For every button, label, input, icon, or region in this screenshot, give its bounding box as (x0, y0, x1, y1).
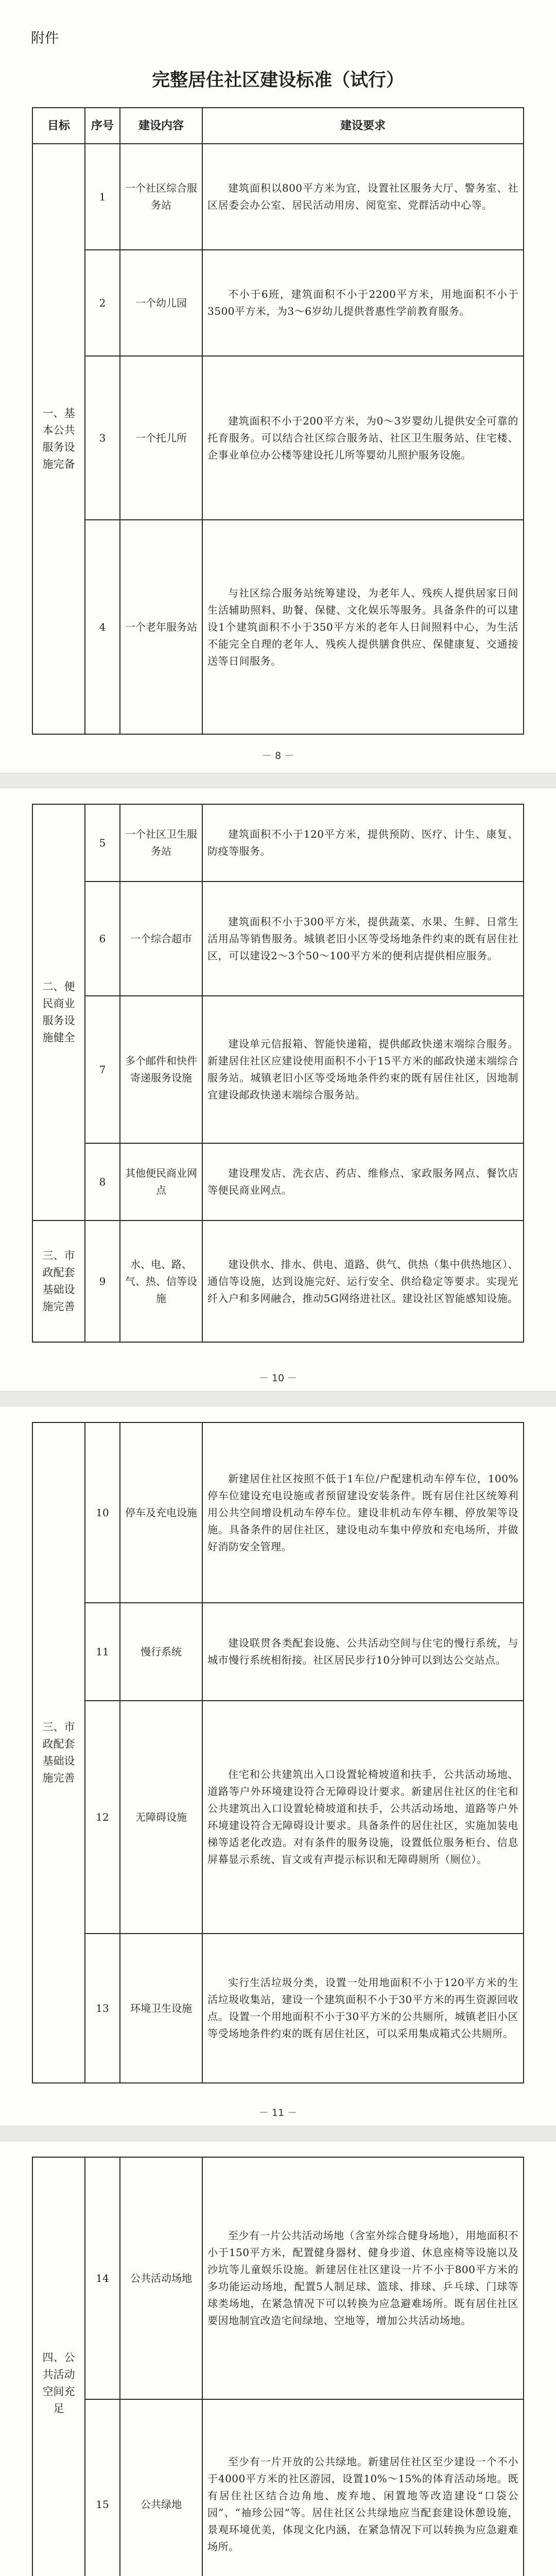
row-requirement: 与社区综合服务站统筹建设，为老年人、残疾人提供居家日间生活辅助照料、助餐、保健、文化娱乐等服务。具备条件的可以建设1个建筑面积不小于350平方米的老年人日间照料中心，为生活不能完全自理的老年人、残疾人提供膳食供应、保健康复、交通接送等日间服务。 (202, 520, 524, 734)
row-requirement: 实行生活垃圾分类，设置一处用地面积不小于120平方米的生活垃圾收集站，建设一个建筑面积不小于30平方米的再生资源回收点。设置一个用地面积不小于30平方米的公共厕所，城镇老旧小区等受场地条件约束的既有居住社区，可以采用集成箱式公共厕所。 (202, 1934, 524, 2083)
row-content: 一个社区综合服务站 (120, 144, 202, 250)
row-content: 环境卫生设施 (120, 1934, 202, 2083)
row-number: 1 (85, 144, 120, 250)
goal-cell: 三、市政配套基础设施完善 (32, 1221, 85, 1342)
row-number: 7 (85, 996, 120, 1143)
row-number: 4 (85, 520, 120, 734)
page-separator (0, 773, 556, 788)
page-number: － 8 － (262, 750, 294, 761)
table-row (32, 1603, 524, 1701)
table-row (32, 1221, 524, 1342)
row-requirement: 建设单元信报箱、智能快递箱，提供邮政快递末端综合服务。新建居住社区应建设使用面积不小于15平方米的邮政快递末端综合服务站。城镇老旧小区等受场地条件约束的既有居住社区，因地制宜建设邮政快递末端综合服务站。 (202, 996, 524, 1143)
row-content: 一个综合超市 (120, 882, 202, 996)
document-title: 完整居住社区建设标准（试行） (151, 70, 404, 91)
row-content: 停车及充电设施 (120, 1422, 202, 1603)
table-row (32, 2157, 524, 2399)
page-separator (0, 1391, 556, 1406)
row-number: 8 (85, 1143, 120, 1221)
row-number: 15 (85, 2399, 120, 2576)
table-row (32, 996, 524, 1143)
row-number: 3 (85, 356, 120, 520)
table-row (32, 804, 524, 882)
row-content: 慢行系统 (120, 1603, 202, 1701)
row-content: 水、电、路、气、热、信等设施 (120, 1221, 202, 1342)
table-row (32, 1422, 524, 1603)
row-content: 一个老年服务站 (120, 520, 202, 734)
table-row (32, 356, 524, 520)
row-content: 一个托儿所 (120, 356, 202, 520)
goal-cell: 一、基本公共服务设施完备 (32, 144, 85, 734)
table-row (32, 520, 524, 734)
header-req: 建设要求 (202, 108, 524, 144)
row-number: 2 (85, 250, 120, 356)
row-content: 公共绿地 (120, 2399, 202, 2576)
attachment-label: 附件 (31, 30, 59, 46)
goal-cell: 三、市政配套基础设施完善 (32, 1422, 85, 2083)
row-requirement: 至少有一片公共活动场地（含室外综合健身场地），用地面积不小于150平方米，配置健身器材、健身步道、休息座椅等设施以及沙坑等儿童娱乐设施。新建居住社区建设一片不小于800平方米的多功能运动场地，配置5人制足球、篮球、排球、乒乓球、门球等球类场地，在紧急情况下可以转换为应急避难场所。既有居住社区要因地制宜改造宅间绿地、空地等，增加公共活动场地。 (202, 2157, 524, 2399)
table-row (32, 2399, 524, 2576)
row-requirement: 新建居住社区按照不低于1车位/户配建机动车停车位，100%停车位建设充电设施或者预留建设安装条件。既有居住社区统筹利用公共空间增设机动车停车位。建设非机动车停车棚、停放架等设施。具备条件的居住社区，建设电动车集中停放和充电场所，并做好消防安全管理。 (202, 1422, 524, 1603)
row-requirement: 建设联贯各类配套设施、公共活动空间与住宅的慢行系统，与城市慢行系统相衔接。社区居民步行10分钟可以到达公交站点。 (202, 1603, 524, 1701)
row-requirement: 建筑面积不小于300平方米，提供蔬菜、水果、生鲜、日常生活用品等销售服务。城镇老旧小区等受场地条件约束的既有居住社区，可以建设2～3个50～100平方米的便利店提供相应服务。 (202, 882, 524, 996)
row-content: 无障碍设施 (120, 1701, 202, 1934)
header-content: 建设内容 (120, 108, 202, 144)
header-no: 序号 (85, 108, 120, 144)
row-content: 一个社区卫生服务站 (120, 804, 202, 882)
standards-table-part-2 (32, 804, 524, 1343)
row-content: 一个幼儿园 (120, 250, 202, 356)
row-requirement: 建筑面积以800平方米为宜，设置社区服务大厅、警务室、社区居委会办公室、居民活动用房、阅览室、党群活动中心等。 (202, 144, 524, 250)
row-content: 其他便民商业网点 (120, 1143, 202, 1221)
goal-cell: 二、便民商业服务设施健全 (32, 804, 85, 1221)
standards-table-part-3 (32, 1422, 524, 2083)
row-requirement: 至少有一片开放的公共绿地。新建居住社区至少建设一个不小于4000平方米的社区游园，设置10%～15%的体育活动场地。既有居住社区结合边角地、废弃地、闲置地等改造建设“口袋公园”、“袖珍公园”等。居住社区公共绿地应当配套建设休憩设施，景观环境优美，体现文化内涵，在紧急情况下可以转换为应急避难场所。 (202, 2399, 524, 2576)
row-number: 9 (85, 1221, 120, 1342)
table-header-row (32, 108, 524, 144)
row-requirement: 建设理发店、洗衣店、药店、维修点、家政服务网点、餐饮店等便民商业网点。 (202, 1143, 524, 1221)
row-requirement: 不小于6班，建筑面积不小于2200平方米，用地面积不小于3500平方米，为3～6岁幼儿提供普惠性学前教育服务。 (202, 250, 524, 356)
standards-table-part-1 (32, 107, 524, 735)
page-number: － 11 － (258, 2107, 298, 2119)
row-number: 13 (85, 1934, 120, 2083)
row-content: 公共活动场地 (120, 2157, 202, 2399)
goal-cell: 四、公共活动空间充足 (32, 2157, 85, 2576)
table-row (32, 144, 524, 250)
row-number: 5 (85, 804, 120, 882)
row-number: 14 (85, 2157, 120, 2399)
row-number: 11 (85, 1603, 120, 1701)
row-requirement: 建筑面积不小于200平方米，为0～3岁婴幼儿提供安全可靠的托育服务。可以结合社区综合服务站、社区卫生服务站、住宅楼、企事业单位办公楼等建设托儿所等婴幼儿照护服务设施。 (202, 356, 524, 520)
row-requirement: 住宅和公共建筑出入口设置轮椅坡道和扶手，公共活动场地、道路等户外环境建设符合无障碍设计要求。新建居住社区的住宅和公共建筑出入口设置轮椅坡道和扶手，公共活动场地、道路等户外环境建设符合无障碍设计要求。具备条件的居住社区，实施加装电梯等适老化改造。对有条件的服务设施，设置低位服务柜台、信息屏幕显示系统、盲文或有声提示标识和无障碍厕所（厕位）。 (202, 1701, 524, 1934)
table-row (32, 1143, 524, 1221)
page-number: － 10 － (258, 1372, 298, 1384)
row-number: 6 (85, 882, 120, 996)
row-content: 多个邮件和快件寄递服务设施 (120, 996, 202, 1143)
standards-table-part-4 (32, 2157, 524, 2576)
row-number: 10 (85, 1422, 120, 1603)
table-row (32, 882, 524, 996)
row-number: 12 (85, 1701, 120, 1934)
table-row (32, 1701, 524, 1934)
table-row (32, 250, 524, 356)
page-separator (0, 2126, 556, 2141)
header-goal: 目标 (32, 108, 85, 144)
row-requirement: 建设供水、排水、供电、道路、供气、供热（集中供热地区）、通信等设施，达到设施完好、运行安全、供给稳定等要求。实现光纤入户和多网融合，推动5G网络进社区。建设社区智能感知设施。 (202, 1221, 524, 1342)
table-row (32, 1934, 524, 2083)
row-requirement: 建筑面积不小于120平方米，提供预防、医疗、计生、康复、防疫等服务。 (202, 804, 524, 882)
